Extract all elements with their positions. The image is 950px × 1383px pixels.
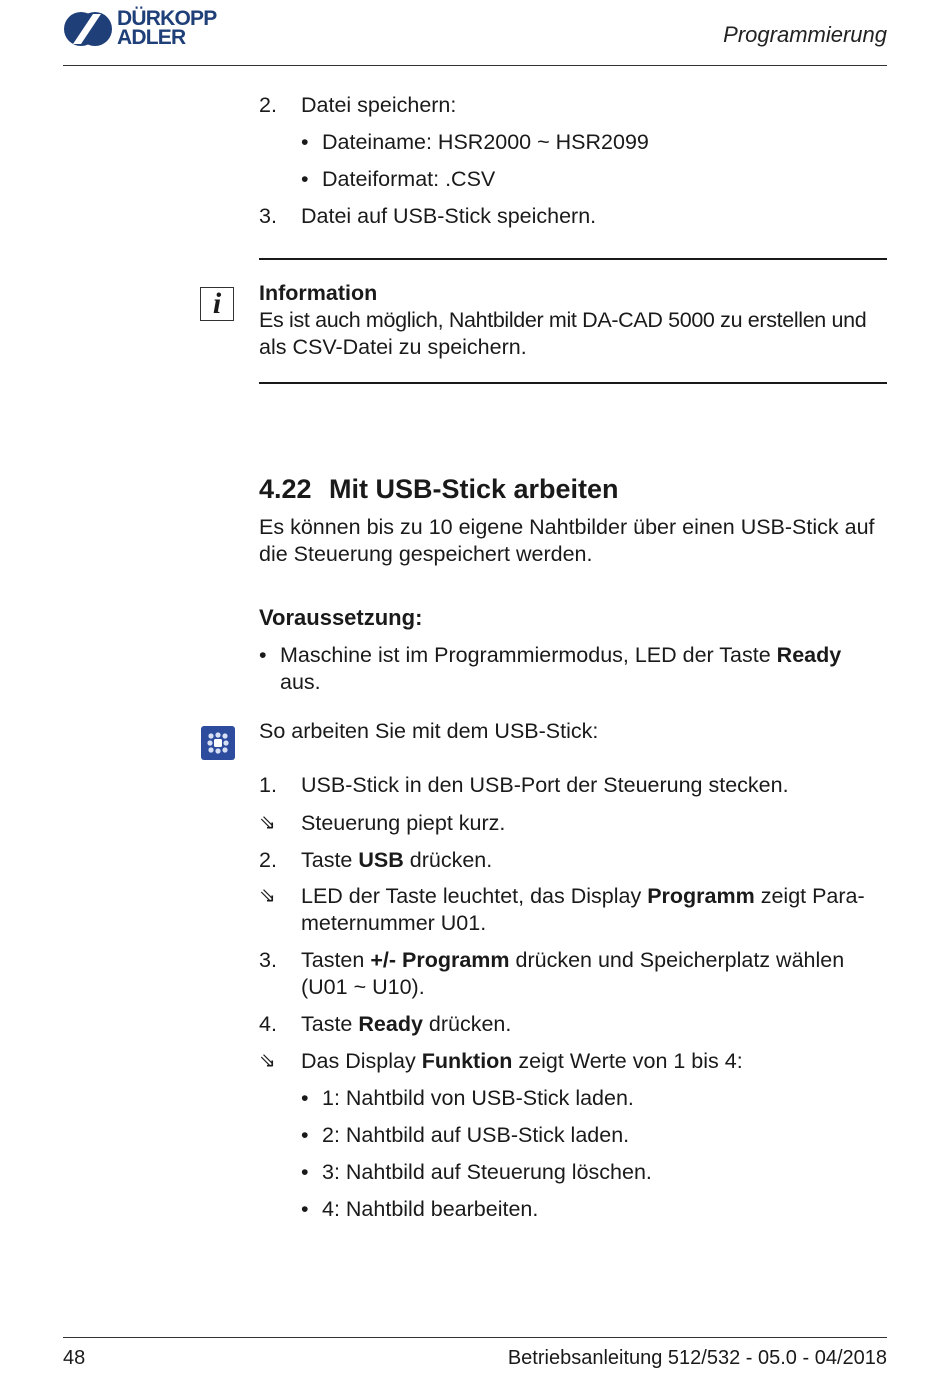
step-text: Taste Ready drücken. bbox=[301, 1012, 512, 1036]
option-item: 4: Nahtbild bearbeiten. bbox=[322, 1197, 539, 1221]
prerequisite-heading: Voraussetzung: bbox=[259, 605, 423, 630]
step-text: Taste USB drücken. bbox=[301, 848, 493, 872]
step-number: 3. bbox=[259, 948, 277, 972]
brand-logo-icon bbox=[63, 10, 113, 48]
section-intro-line2: die Steuerung gespeichert werden. bbox=[259, 542, 593, 566]
section-title: Mit USB-Stick arbeiten bbox=[329, 474, 619, 504]
info-bottom-rule bbox=[259, 382, 887, 384]
result-text: Steuerung piept kurz. bbox=[301, 811, 506, 835]
section-heading bbox=[259, 474, 619, 505]
bullet-text: Dateiformat: .CSV bbox=[322, 167, 496, 191]
step-number: 4. bbox=[259, 1012, 277, 1036]
option-item: 1: Nahtbild von USB-Stick laden. bbox=[322, 1086, 634, 1110]
display-name: Programm bbox=[647, 884, 755, 908]
option-item: 2: Nahtbild auf USB-Stick laden. bbox=[322, 1123, 630, 1147]
step-text: Datei speichern: bbox=[301, 93, 457, 117]
result-arrow-icon: ⇘ bbox=[259, 885, 276, 907]
key-name: Ready bbox=[358, 1012, 423, 1036]
procedure-icon bbox=[201, 726, 235, 760]
prerequisite-item-line2: aus. bbox=[280, 670, 321, 694]
step-text-line2: (U01 ~ U10). bbox=[301, 975, 425, 999]
section-intro-line1: Es können bis zu 10 eigene Nahtbilder über einen USB-Stick auf bbox=[259, 515, 875, 539]
bullet-glyph: • bbox=[259, 643, 267, 667]
bullet-glyph: • bbox=[301, 130, 309, 154]
brand-name-line1: DÜRKOPP bbox=[117, 7, 217, 30]
step-number: 2. bbox=[259, 848, 277, 872]
bullet-glyph: • bbox=[301, 1123, 309, 1147]
result-text-line2: meternummer U01. bbox=[301, 911, 487, 935]
step-number: 1. bbox=[259, 773, 277, 797]
result-arrow-icon: ⇘ bbox=[259, 812, 276, 834]
info-top-rule bbox=[259, 258, 887, 260]
brand-logo bbox=[63, 8, 233, 50]
info-text-line1: Es ist auch möglich, Nahtbilder mit DA-CAD 5000 zu erstellen und bbox=[259, 308, 867, 332]
info-title: Information bbox=[259, 281, 378, 305]
procedure-intro: So arbeiten Sie mit dem USB-Stick: bbox=[259, 719, 599, 743]
bullet-glyph: • bbox=[301, 1197, 309, 1221]
section-number: 4.22 bbox=[259, 474, 312, 504]
info-icon: i bbox=[200, 287, 234, 321]
bullet-glyph: • bbox=[301, 167, 309, 191]
header-divider bbox=[63, 65, 887, 66]
bullet-glyph: • bbox=[301, 1086, 309, 1110]
result-text: LED der Taste leuchtet, das Display Programm zeigt Para- bbox=[301, 884, 865, 908]
step-text: Tasten +/- Programm drücken und Speicherplatz wählen bbox=[301, 948, 845, 972]
control-panel-icon bbox=[201, 726, 235, 760]
footer-divider bbox=[63, 1337, 887, 1338]
result-arrow-icon: ⇘ bbox=[259, 1050, 276, 1072]
bullet-glyph: • bbox=[301, 1160, 309, 1184]
step-number: 2. bbox=[259, 93, 277, 117]
step-number: 3. bbox=[259, 204, 277, 228]
option-item: 3: Nahtbild auf Steuerung löschen. bbox=[322, 1160, 652, 1184]
step-text: USB-Stick in den USB-Port der Steuerung stecken. bbox=[301, 773, 789, 797]
bullet-text: Dateiname: HSR2000 ~ HSR2099 bbox=[322, 130, 649, 154]
key-name: Ready bbox=[776, 643, 842, 667]
prerequisite-item: Maschine ist im Programmiermodus, LED der Taste Ready bbox=[280, 643, 842, 667]
document-info: Betriebsanleitung 512/532 - 05.0 - 04/2018 bbox=[507, 1347, 887, 1369]
page-number: 48 bbox=[63, 1347, 86, 1369]
result-text: Das Display Funktion zeigt Werte von 1 bis 4: bbox=[301, 1049, 743, 1073]
key-name: +/- Programm bbox=[370, 948, 510, 972]
header-section-title: Programmierung bbox=[723, 22, 887, 47]
step-text: Datei auf USB-Stick speichern. bbox=[301, 204, 597, 228]
key-name: USB bbox=[358, 848, 404, 872]
info-text-line2: als CSV-Datei zu speichern. bbox=[259, 335, 527, 359]
brand-name-line2: ADLER bbox=[117, 26, 186, 49]
display-name: Funktion bbox=[421, 1049, 513, 1073]
